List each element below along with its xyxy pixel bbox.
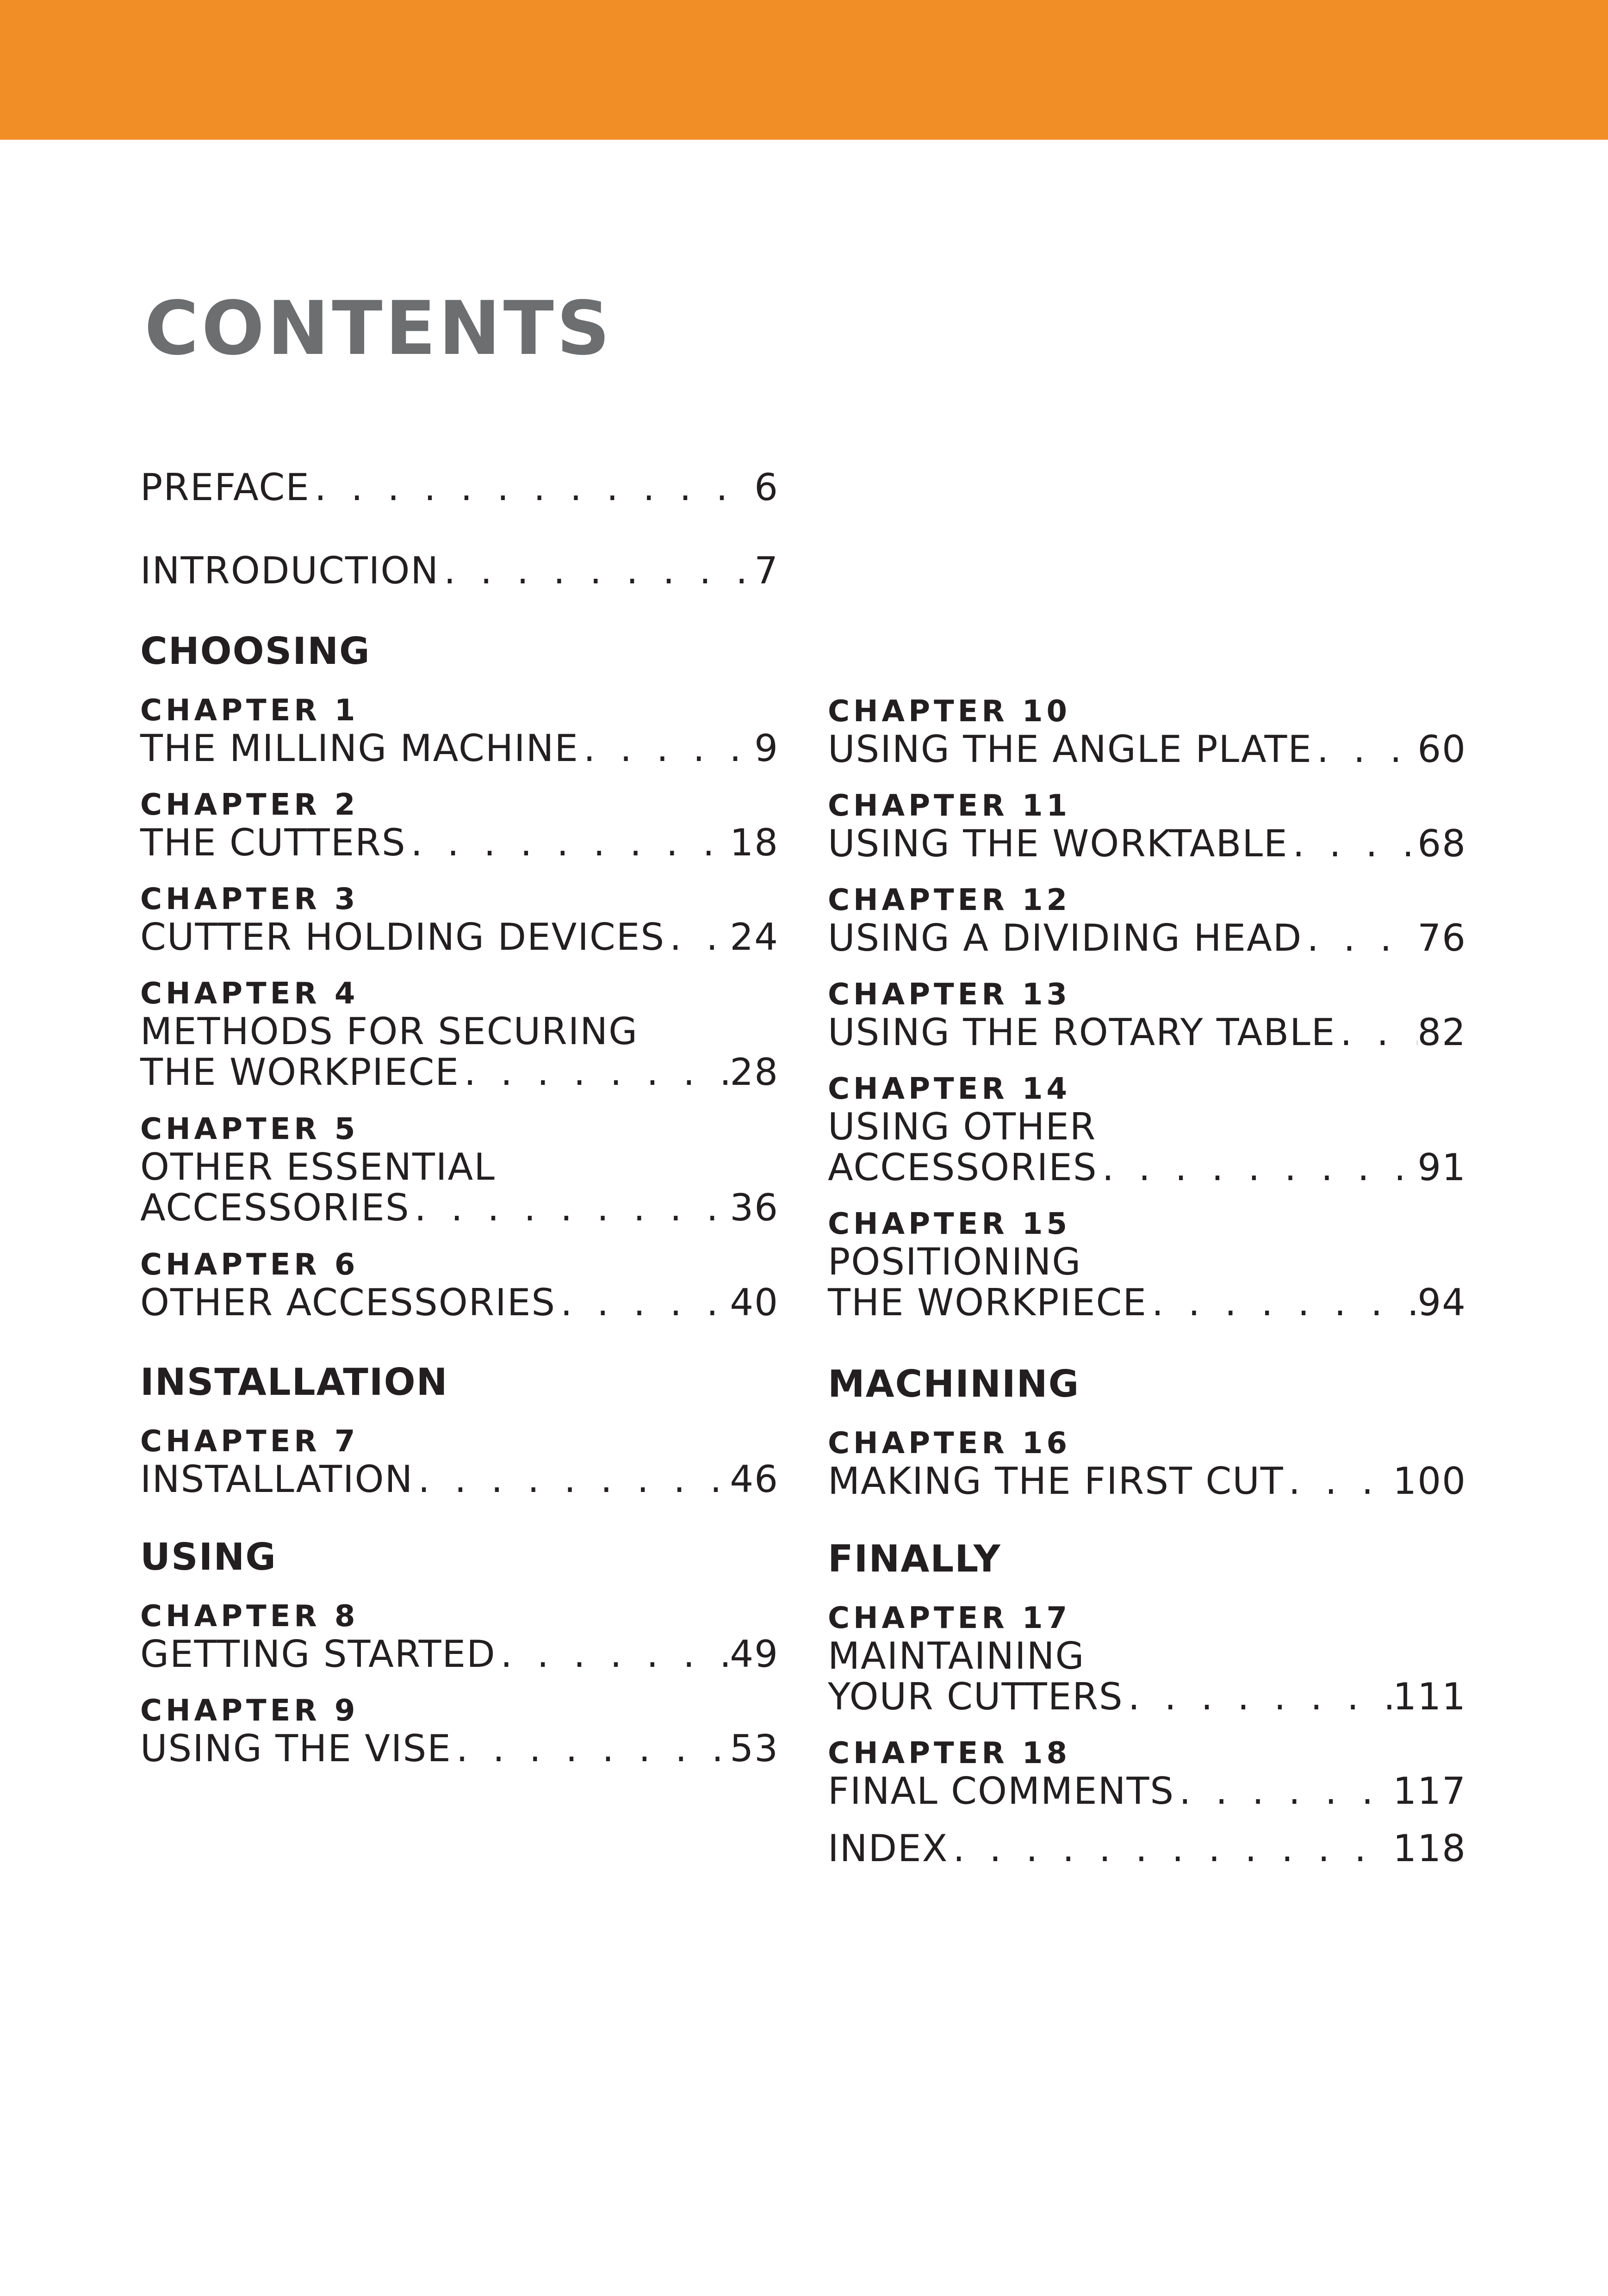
page-number: 9	[754, 727, 779, 770]
dot-leader	[310, 467, 754, 508]
entry-title: THE MILLING MACHINE	[140, 727, 579, 770]
toc-entry-chapter-1[interactable]	[140, 693, 779, 769]
dot-leader	[1174, 1771, 1393, 1812]
dot-leader	[406, 823, 730, 863]
chapter-label: CHAPTER 1	[140, 693, 359, 728]
chapter-label: CHAPTER 17	[828, 1601, 1071, 1635]
page-number: 68	[1417, 822, 1466, 865]
dot-leader	[1335, 1012, 1417, 1053]
toc-entry-chapter-8[interactable]	[140, 1599, 779, 1675]
chapter-label: CHAPTER 16	[828, 1426, 1071, 1461]
page-title: CONTENTS	[144, 285, 613, 371]
toc-entry-chapter-17[interactable]	[828, 1601, 1466, 1717]
dot-leader	[1147, 1282, 1417, 1323]
entry-title-line1: METHODS FOR SECURING	[140, 1010, 639, 1053]
section-heading-using: USING	[140, 1535, 277, 1578]
entry-title: PREFACE	[140, 466, 310, 509]
toc-entry-chapter-16[interactable]	[828, 1426, 1466, 1502]
entry-title: MAKING THE FIRST CUT	[828, 1460, 1284, 1503]
dot-leader	[579, 728, 754, 769]
toc-entry-chapter-4[interactable]	[140, 976, 779, 1093]
dot-leader	[1288, 823, 1417, 864]
entry-title: THE WORKPIECE	[828, 1281, 1147, 1324]
entry-title-line1: OTHER ESSENTIAL	[140, 1145, 496, 1188]
chapter-label: CHAPTER 18	[828, 1736, 1071, 1770]
chapter-label: CHAPTER 11	[828, 789, 1071, 823]
toc-entry-chapter-14[interactable]	[828, 1071, 1466, 1188]
entry-title: INTRODUCTION	[140, 549, 440, 592]
page-number: 36	[730, 1186, 779, 1229]
header-color-bar	[0, 0, 1608, 140]
page-number: 49	[730, 1633, 779, 1676]
chapter-label: CHAPTER 2	[140, 788, 359, 822]
page-number: 7	[754, 549, 779, 592]
dot-leader	[413, 1459, 730, 1500]
dot-leader	[1284, 1461, 1393, 1502]
chapter-label: CHAPTER 6	[140, 1248, 359, 1282]
toc-entry-chapter-6[interactable]	[140, 1247, 779, 1323]
section-heading-choosing: CHOOSING	[140, 630, 371, 673]
toc-entry-chapter-13[interactable]	[828, 977, 1466, 1053]
entry-title-line1: POSITIONING	[828, 1240, 1082, 1283]
entry-title: USING A DIVIDING HEAD	[828, 916, 1303, 959]
dot-leader	[1124, 1677, 1393, 1717]
chapter-label: CHAPTER 10	[828, 694, 1071, 729]
chapter-label: CHAPTER 9	[140, 1694, 359, 1728]
toc-entry-chapter-3[interactable]	[140, 882, 779, 958]
toc-entry-introduction[interactable]	[140, 551, 779, 591]
page-number: 117	[1393, 1770, 1466, 1813]
toc-entry-chapter-18[interactable]	[828, 1736, 1466, 1812]
toc-entry-chapter-12[interactable]	[828, 883, 1466, 959]
chapter-label: CHAPTER 12	[828, 883, 1071, 917]
dot-leader	[1312, 729, 1417, 770]
toc-entry-chapter-15[interactable]	[828, 1207, 1466, 1323]
chapter-label: CHAPTER 3	[140, 882, 359, 916]
chapter-label: CHAPTER 8	[140, 1599, 359, 1634]
chapter-label: CHAPTER 14	[828, 1072, 1071, 1106]
entry-title: THE WORKPIECE	[140, 1051, 459, 1094]
entry-title-line1: MAINTAINING	[828, 1634, 1085, 1677]
page-number: 82	[1417, 1011, 1466, 1054]
entry-title: CUTTER HOLDING DEVICES	[140, 916, 665, 959]
entry-title: USING THE WORKTABLE	[828, 822, 1288, 865]
dot-leader	[1302, 918, 1417, 959]
toc-entry-chapter-7[interactable]	[140, 1424, 779, 1500]
entry-title: USING THE VISE	[140, 1727, 452, 1770]
section-heading-machining: MACHINING	[828, 1362, 1080, 1405]
page-number: 111	[1393, 1675, 1466, 1718]
entry-title: ACCESSORIES	[828, 1146, 1098, 1189]
page-number: 18	[730, 821, 779, 864]
entry-title: INSTALLATION	[140, 1458, 414, 1501]
section-heading-finally: FINALLY	[828, 1537, 1001, 1580]
entry-title: USING THE ANGLE PLATE	[828, 728, 1312, 771]
page-number: 40	[730, 1281, 779, 1324]
chapter-label: CHAPTER 13	[828, 978, 1071, 1012]
dot-leader	[948, 1828, 1393, 1869]
page-number: 118	[1393, 1827, 1466, 1870]
entry-title: THE CUTTERS	[140, 821, 406, 864]
entry-title: YOUR CUTTERS	[828, 1675, 1124, 1718]
page-number: 6	[754, 466, 779, 509]
page-number: 53	[730, 1727, 779, 1770]
entry-title: OTHER ACCESSORIES	[140, 1281, 556, 1324]
page-number: 94	[1417, 1281, 1466, 1324]
dot-leader	[410, 1188, 730, 1228]
entry-title: GETTING STARTED	[140, 1633, 496, 1676]
entry-title: FINAL COMMENTS	[828, 1770, 1175, 1813]
toc-entry-chapter-5[interactable]	[140, 1112, 779, 1228]
dot-leader	[452, 1728, 730, 1769]
dot-leader	[459, 1052, 730, 1093]
entry-title: ACCESSORIES	[140, 1186, 410, 1229]
page-number: 24	[730, 916, 779, 959]
toc-entry-chapter-2[interactable]	[140, 787, 779, 863]
page-number: 28	[730, 1051, 779, 1094]
entry-title: USING THE ROTARY TABLE	[828, 1011, 1336, 1054]
chapter-label: CHAPTER 5	[140, 1112, 359, 1146]
section-heading-installation: INSTALLATION	[140, 1361, 448, 1404]
toc-entry-chapter-11[interactable]	[828, 788, 1466, 864]
toc-entry-preface[interactable]	[140, 467, 779, 508]
chapter-label: CHAPTER 15	[828, 1207, 1071, 1241]
toc-entry-index[interactable]	[828, 1828, 1466, 1869]
dot-leader	[556, 1282, 730, 1323]
page-number: 60	[1417, 728, 1466, 771]
dot-leader	[1098, 1147, 1418, 1188]
toc-entry-chapter-9[interactable]	[140, 1693, 779, 1769]
entry-title-line1: USING OTHER	[828, 1105, 1097, 1148]
dot-leader	[439, 551, 754, 591]
chapter-label: CHAPTER 4	[140, 977, 359, 1011]
page-number: 76	[1417, 916, 1466, 959]
page-number: 100	[1393, 1460, 1466, 1503]
entry-title: INDEX	[828, 1827, 949, 1870]
page-number: 46	[730, 1458, 779, 1501]
page-number: 91	[1417, 1146, 1466, 1189]
toc-entry-chapter-10[interactable]	[828, 694, 1466, 770]
dot-leader	[496, 1634, 730, 1675]
dot-leader	[665, 917, 730, 958]
chapter-label: CHAPTER 7	[140, 1424, 359, 1459]
